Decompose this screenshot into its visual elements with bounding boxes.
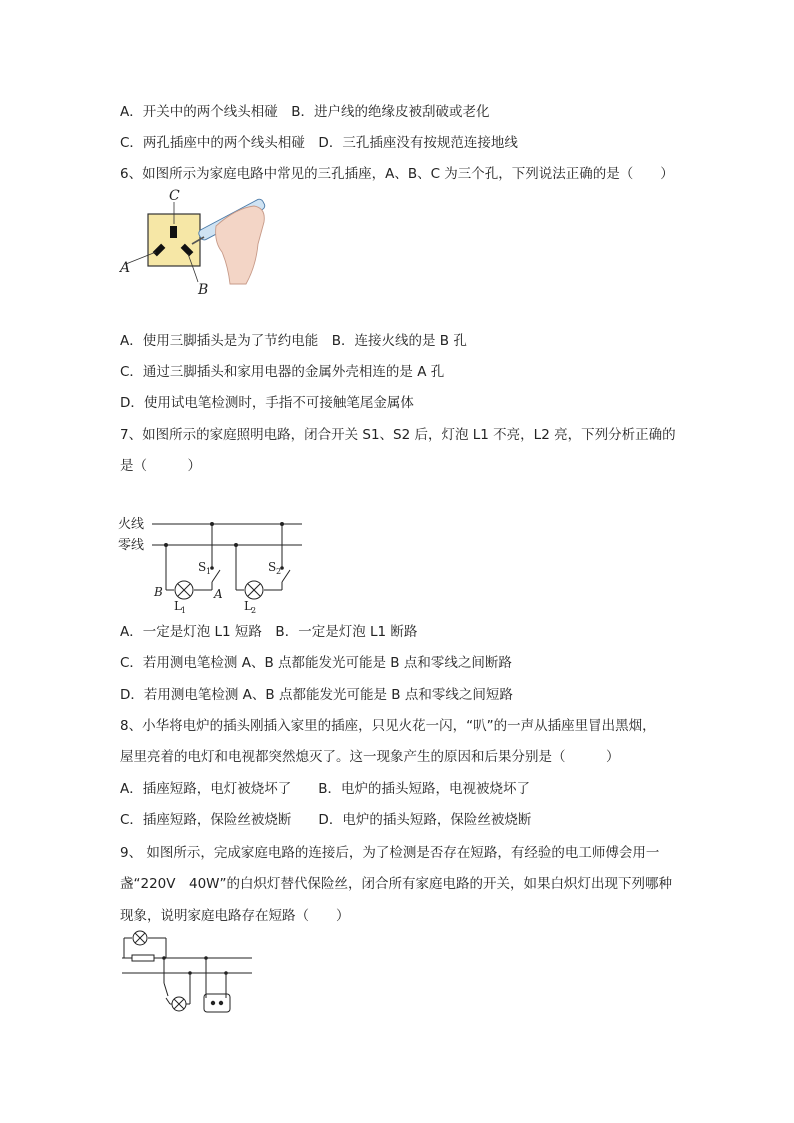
neutral-wire-label: 零线 [118,538,145,553]
q6-label-c: C [169,188,180,204]
q6-stem: 6、如图所示为家庭电路中常见的三孔插座，A、B、C 为三个孔，下列说法正确的是（ ） [120,166,674,182]
q7-options-ab: A．一定是灯泡 L1 短路 B．一定是灯泡 L1 断路 [120,624,418,640]
q7-circuit-figure [118,512,308,617]
q9-circuit-figure [118,928,258,1020]
q7-option-d: D．若用测电笔检测 A、B 点都能发光可能是 B 点和零线之间短路 [120,687,513,703]
q6-socket-figure [118,186,278,298]
q8-stem-line1: 8、小华将电炉的插头刚插入家里的插座，只见火花一闪，“叭”的一声从插座里冒出黑烟， [120,718,656,734]
switch-s2-label: S [268,560,277,574]
q7-option-c: C．若用测电笔检测 A、B 点都能发光可能是 B 点和零线之间断路 [120,655,512,671]
q6-options-ab: A．使用三脚插头是为了节约电能 B．连接火线的是 B 孔 [120,333,467,349]
q6-option-d: D．使用试电笔检测时，手指不可接触笔尾金属体 [120,395,414,411]
point-a-label: A [214,587,223,601]
lamp-l1-label: L [174,599,182,613]
lamp-l2-label: L [244,599,252,613]
q5-options-cd: C．两孔插座中的两个线头相碰 D．三孔插座没有按规范连接地线 [120,135,518,151]
q6-label-b: B [198,282,209,298]
q9-stem-line2: 盏“220V 40W”的白炽灯替代保险丝，闭合所有家庭电路的开关，如果白炽灯出现下列哪种 [120,876,673,892]
q5-options-ab: A．开关中的两个线头相碰 B．进户线的绝缘皮被刮破或老化 [120,104,490,120]
q8-options-cd: C．插座短路，保险丝被烧断 D．电炉的插头短路，保险丝被烧断 [120,812,532,828]
lamp-l1-sub: 1 [181,606,187,615]
switch-s1-label: S [198,560,207,574]
q6-option-c: C．通过三脚插头和家用电器的金属外壳相连的是 A 孔 [120,364,445,380]
switch-s2-sub: 2 [276,567,282,576]
q8-options-ab: A．插座短路，电灯被烧坏了 B．电炉的插头短路，电视被烧坏了 [120,781,530,797]
point-b-label: B [154,585,163,599]
q6-label-a: A [120,260,131,276]
q9-stem-line3: 现象，说明家庭电路存在短路（ ） [120,908,350,924]
live-wire-label: 火线 [118,517,145,532]
q7-stem-line2: 是（ ） [120,458,201,474]
lamp-l2-sub: 2 [251,606,257,615]
q7-stem-line1: 7、如图所示的家庭照明电路，闭合开关 S1、S2 后，灯泡 L1 不亮，L2 亮，下列分析正确的 [120,427,676,443]
q9-stem-line1: 9、 如图所示，完成家庭电路的连接后，为了检测是否存在短路，有经验的电工师傅会用一 [120,845,660,861]
fuse-icon [132,955,154,961]
switch-s1-sub: 1 [206,567,212,576]
q8-stem-line2: 屋里亮着的电灯和电视都突然熄灭了。这一现象产生的原因和后果分别是（ ） [120,749,620,765]
